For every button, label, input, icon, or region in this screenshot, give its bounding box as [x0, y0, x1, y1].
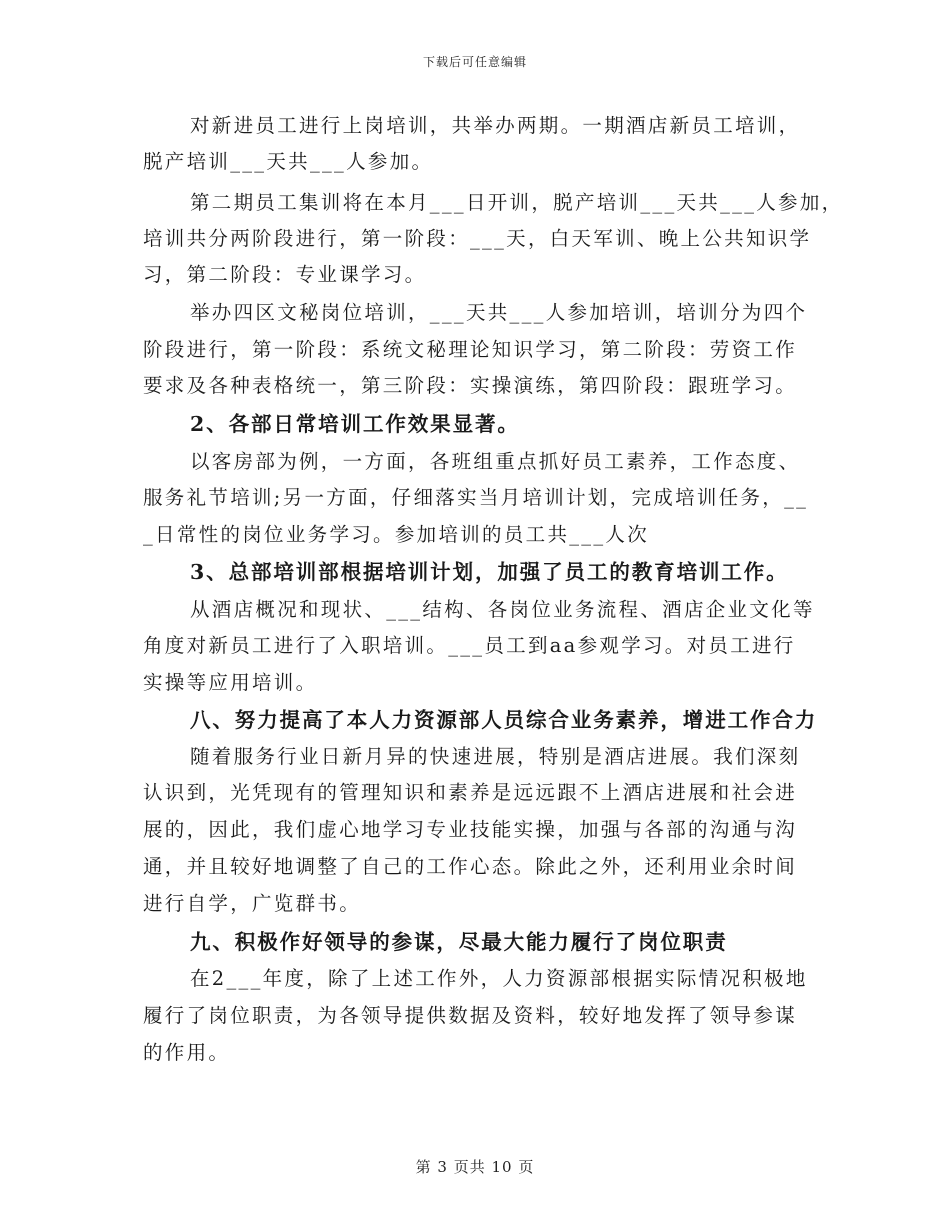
paragraph-line: 通，并且较好地调整了自己的工作心态。除此之外，还利用业余时间: [143, 855, 798, 878]
paragraph-line: 以客房部为例，一方面，各班组重点抓好员工素养，工作态度、: [190, 450, 801, 473]
paragraph-line: _日常性的岗位业务学习。参加培训的员工共___人次: [143, 523, 650, 546]
paragraph-line: 实操等应用培训。: [143, 671, 318, 694]
paragraph-line: 阶段进行，第一阶段：系统文秘理论知识学习，第二阶段：劳资工作: [143, 338, 798, 361]
paragraph-line: 随着服务行业日新月异的快速进展，特别是酒店进展。我们深刻: [190, 745, 801, 768]
paragraph-line: 履行了岗位职责，为各领导提供数据及资料，较好地发挥了领导参谋: [143, 1004, 798, 1027]
paragraph-line: 展的，因此，我们虚心地学习专业技能实操，加强与各部的沟通与沟: [143, 818, 798, 841]
paragraph-line: 第二期员工集训将在本月___日开训，脱产培训___天共___人参加，: [190, 191, 844, 214]
section-heading: 3、总部培训部根据培训计划，加强了员工的教育培训工作。: [190, 560, 789, 584]
paragraph-line: 习，第二阶段：专业课学习。: [143, 263, 427, 286]
paragraph-line: 角度对新员工进行了入职培训。___员工到aa参观学习。对员工进行: [143, 634, 796, 657]
paragraph-line: 要求及各种表格统一，第三阶段：实操演练，第四阶段：跟班学习。: [143, 374, 798, 397]
paragraph-line: 的作用。: [143, 1041, 231, 1064]
paragraph-line: 对新进员工进行上岗培训，共举办两期。一期酒店新员工培训，: [190, 114, 801, 137]
paragraph-line: 服务礼节培训;另一方面，仔细落实当月培训计划，完成培训任务，__: [143, 486, 809, 509]
section-heading: 八、努力提高了本人力资源部人员综合业务素养，增进工作合力: [190, 708, 818, 732]
paragraph-line: 在2___年度，除了上述工作外，人力资源部根据实际情况积极地: [190, 967, 808, 990]
section-heading: 九、积极作好领导的参谋，尽最大能力履行了岗位职责: [190, 930, 728, 954]
page-header: 下载后可任意编辑: [422, 55, 527, 69]
page-footer: 第 3 页共 10 页: [415, 1158, 535, 1176]
paragraph-line: 认识到，光凭现有的管理知识和素养是远远跟不上酒店进展和社会进: [143, 781, 798, 804]
paragraph-line: 举办四区文秘岗位培训，___天共___人参加培训，培训分为四个: [190, 301, 808, 324]
paragraph-line: 进行自学，广览群书。: [143, 892, 362, 915]
paragraph-line: 培训共分两阶段进行，第一阶段：___天，白天军训、晚上公共知识学: [143, 227, 812, 250]
section-heading: 2、各部日常培训工作效果显著。: [190, 412, 520, 436]
paragraph-line: 脱产培训___天共___人参加。: [143, 150, 434, 173]
paragraph-line: 从酒店概况和现状、___结构、各岗位业务流程、酒店企业文化等: [190, 598, 815, 621]
